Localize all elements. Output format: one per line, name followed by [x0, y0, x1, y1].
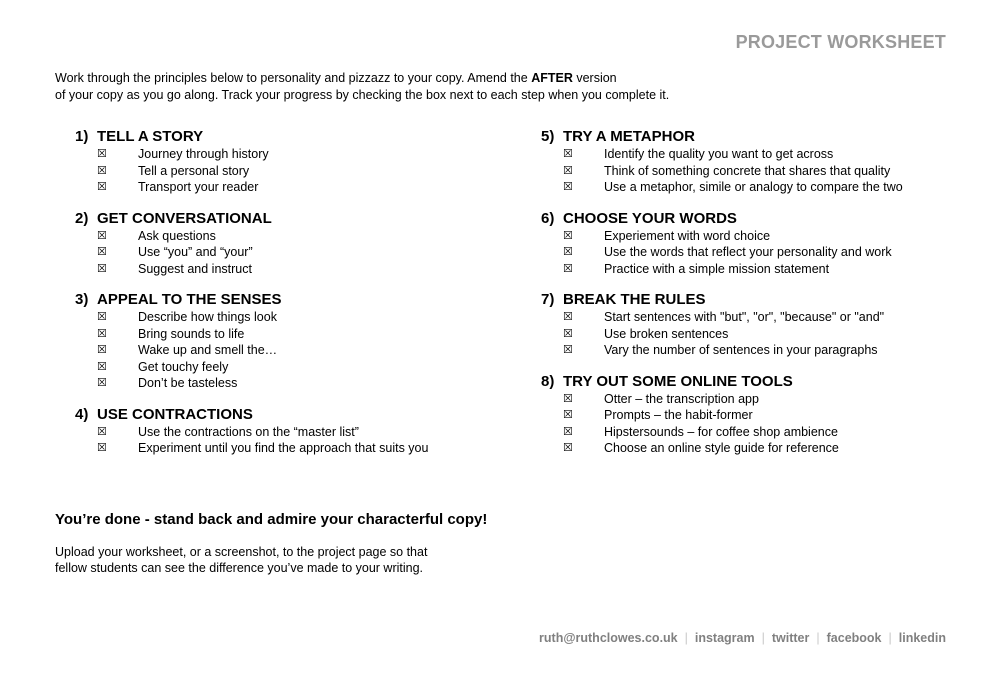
footer-separator: | [816, 631, 820, 645]
section-number: 7) [541, 291, 555, 308]
section-6 [541, 210, 903, 278]
section-number: 8) [541, 372, 555, 390]
checkbox-icon[interactable]: ☒ [563, 246, 573, 258]
checkbox-icon[interactable]: ☒ [97, 344, 107, 356]
checklist-item [541, 326, 903, 343]
section-heading [75, 210, 428, 228]
checklist-item-label: Experiment until you find the approach that suits you [138, 441, 429, 455]
checklist-item-label: Use the contractions on the “master list” [138, 424, 359, 439]
checkbox-icon[interactable]: ☒ [97, 311, 107, 323]
section-number: 1) [75, 128, 89, 145]
checklist-item [541, 179, 903, 196]
footer-separator: | [761, 631, 765, 645]
checklist-item [75, 342, 428, 359]
checkbox-icon[interactable]: ☒ [563, 181, 573, 193]
section-heading [75, 291, 428, 309]
checkbox-icon[interactable]: ☒ [563, 409, 573, 421]
section-title: TRY A METAPHOR [563, 128, 695, 145]
checklist-item-label: Vary the number of sentences in your paragraphs [604, 343, 878, 357]
checklist-item-label: Otter – the transcription app [604, 391, 759, 406]
checklist-item [75, 359, 428, 376]
intro-line-2: of your copy as you go along. Track your progress by checking the box next to each step when you complete it. [55, 88, 670, 102]
outro-text [55, 544, 475, 576]
section-title: USE CONTRACTIONS [97, 405, 253, 423]
right-column [541, 128, 903, 471]
section-heading [75, 128, 428, 146]
checklist-item-label: Use the words that reflect your personality and work [604, 245, 892, 259]
checklist-item [75, 440, 428, 457]
checkbox-icon[interactable]: ☒ [97, 246, 107, 258]
checklist-item-label: Hipstersounds – for coffee shop ambience [604, 424, 838, 439]
checklist-item-label: Start sentences with "but", "or", "because" or "and" [604, 310, 885, 324]
checklist-item-label: Use “you” and “your” [138, 245, 253, 259]
checkbox-icon[interactable]: ☒ [97, 148, 107, 160]
section-number: 3) [75, 291, 89, 308]
checklist-item-label: Experiement with word choice [604, 228, 771, 243]
section-title: BREAK THE RULES [563, 291, 706, 308]
footer-link-facebook[interactable]: facebook [826, 631, 882, 645]
intro-text [55, 70, 755, 104]
checklist-item-label: Bring sounds to life [138, 326, 245, 341]
section-number: 6) [541, 209, 555, 227]
outro-line-2: fellow students can see the difference you’ve made to your writing. [55, 561, 424, 575]
checklist-item [75, 228, 428, 245]
checklist-item-label: Think of something concrete that shares that quality [604, 163, 891, 178]
checklist-item-label: Identify the quality you want to get across [604, 147, 834, 161]
checkbox-icon[interactable]: ☒ [97, 262, 107, 275]
checklist-item-label: Journey through history [138, 147, 269, 161]
outro-line-1: Upload your worksheet, or a screenshot, to the project page so that [55, 545, 428, 559]
checkbox-icon[interactable]: ☒ [97, 181, 107, 193]
checkbox-icon[interactable]: ☒ [563, 327, 573, 340]
footer-link-instagram[interactable]: instagram [694, 631, 755, 645]
section-heading [541, 128, 903, 146]
checkbox-icon[interactable]: ☒ [97, 164, 107, 177]
section-7 [541, 291, 903, 359]
checkbox-icon[interactable]: ☒ [563, 148, 573, 160]
checklist-item [75, 146, 428, 163]
checkbox-icon[interactable]: ☒ [563, 442, 573, 454]
checklist-item [75, 179, 428, 196]
checkbox-icon[interactable]: ☒ [563, 392, 573, 405]
intro-part-2: version [572, 71, 617, 85]
checklist-item-label: Describe how things look [138, 310, 277, 324]
checkbox-icon[interactable]: ☒ [97, 327, 107, 340]
checkbox-icon[interactable]: ☒ [563, 311, 573, 323]
checkbox-icon[interactable]: ☒ [563, 164, 573, 177]
footer-separator: | [684, 631, 688, 645]
footer-separator: | [888, 631, 892, 645]
section-title: APPEAL TO THE SENSES [97, 291, 282, 308]
intro-part-1: Work through the principles below to personality and pizzazz to your copy. Amend the [55, 71, 532, 85]
checklist-item [541, 424, 903, 441]
section-3 [75, 291, 428, 392]
footer-link-twitter[interactable]: twitter [771, 631, 810, 645]
intro-line-1 [55, 70, 755, 87]
section-number: 4) [75, 405, 89, 423]
section-8 [541, 373, 903, 457]
checklist-item [75, 163, 428, 180]
checklist-item-label: Choose an online style guide for reference [604, 441, 839, 455]
checklist-item-label: Ask questions [138, 228, 216, 243]
checkbox-icon[interactable]: ☒ [97, 377, 107, 389]
checkbox-icon[interactable]: ☒ [97, 425, 107, 438]
checklist-item [541, 228, 903, 245]
checklist-item [541, 391, 903, 408]
checklist-item-label: Tell a personal story [138, 163, 250, 178]
checklist-item [75, 309, 428, 326]
footer-link-email[interactable]: ruth@ruthclowes.co.uk [539, 631, 678, 645]
checklist-item [541, 440, 903, 457]
section-heading [541, 291, 903, 309]
section-heading [75, 406, 428, 424]
checklist-item [541, 244, 903, 261]
section-heading [541, 210, 903, 228]
footer-links [539, 631, 946, 645]
section-2 [75, 210, 428, 278]
checklist-item [541, 146, 903, 163]
checklist-item-label: Suggest and instruct [138, 261, 252, 276]
checklist-item [541, 309, 903, 326]
done-heading: You’re done - stand back and admire your characterful copy! [55, 511, 488, 528]
checklist-item [75, 326, 428, 343]
checklist-item [75, 375, 428, 392]
checkbox-icon[interactable]: ☒ [97, 360, 107, 373]
checkbox-icon[interactable]: ☒ [97, 442, 107, 454]
checklist-item-label: Transport your reader [138, 180, 259, 194]
section-4 [75, 406, 428, 457]
checkbox-icon[interactable]: ☒ [97, 229, 107, 242]
checkbox-icon[interactable]: ☒ [563, 425, 573, 438]
checklist-item [541, 261, 903, 278]
checklist-item-label: Wake up and smell the… [138, 343, 278, 357]
checklist-item [541, 407, 903, 424]
intro-after-bold: AFTER [531, 71, 573, 85]
section-1 [75, 128, 428, 196]
checklist-item [75, 244, 428, 261]
checklist-item [75, 261, 428, 278]
checklist-item [541, 163, 903, 180]
footer-link-linkedin[interactable]: linkedin [898, 631, 946, 645]
section-title: CHOOSE YOUR WORDS [563, 209, 737, 227]
section-number: 2) [75, 209, 89, 227]
checkbox-icon[interactable]: ☒ [563, 262, 573, 275]
checklist-item-label: Don’t be tasteless [138, 376, 238, 390]
section-title: TELL A STORY [97, 128, 204, 145]
checkbox-icon[interactable]: ☒ [563, 344, 573, 356]
checkbox-icon[interactable]: ☒ [563, 229, 573, 242]
section-title: TRY OUT SOME ONLINE TOOLS [563, 372, 793, 390]
section-number: 5) [541, 128, 555, 145]
section-5 [541, 128, 903, 196]
page-title: PROJECT WORKSHEET [735, 32, 946, 52]
section-title: GET CONVERSATIONAL [97, 209, 272, 227]
checklist-item [75, 424, 428, 441]
left-column [75, 128, 428, 471]
checklist-item-label: Use a metaphor, simile or analogy to compare the two [604, 180, 903, 194]
checklist-item-label: Prompts – the habit-former [604, 408, 753, 422]
checklist-item-label: Get touchy feely [138, 359, 229, 374]
checklist-item-label: Practice with a simple mission statement [604, 261, 830, 276]
section-heading [541, 373, 903, 391]
checklist-item [541, 342, 903, 359]
checklist-item-label: Use broken sentences [604, 326, 729, 341]
